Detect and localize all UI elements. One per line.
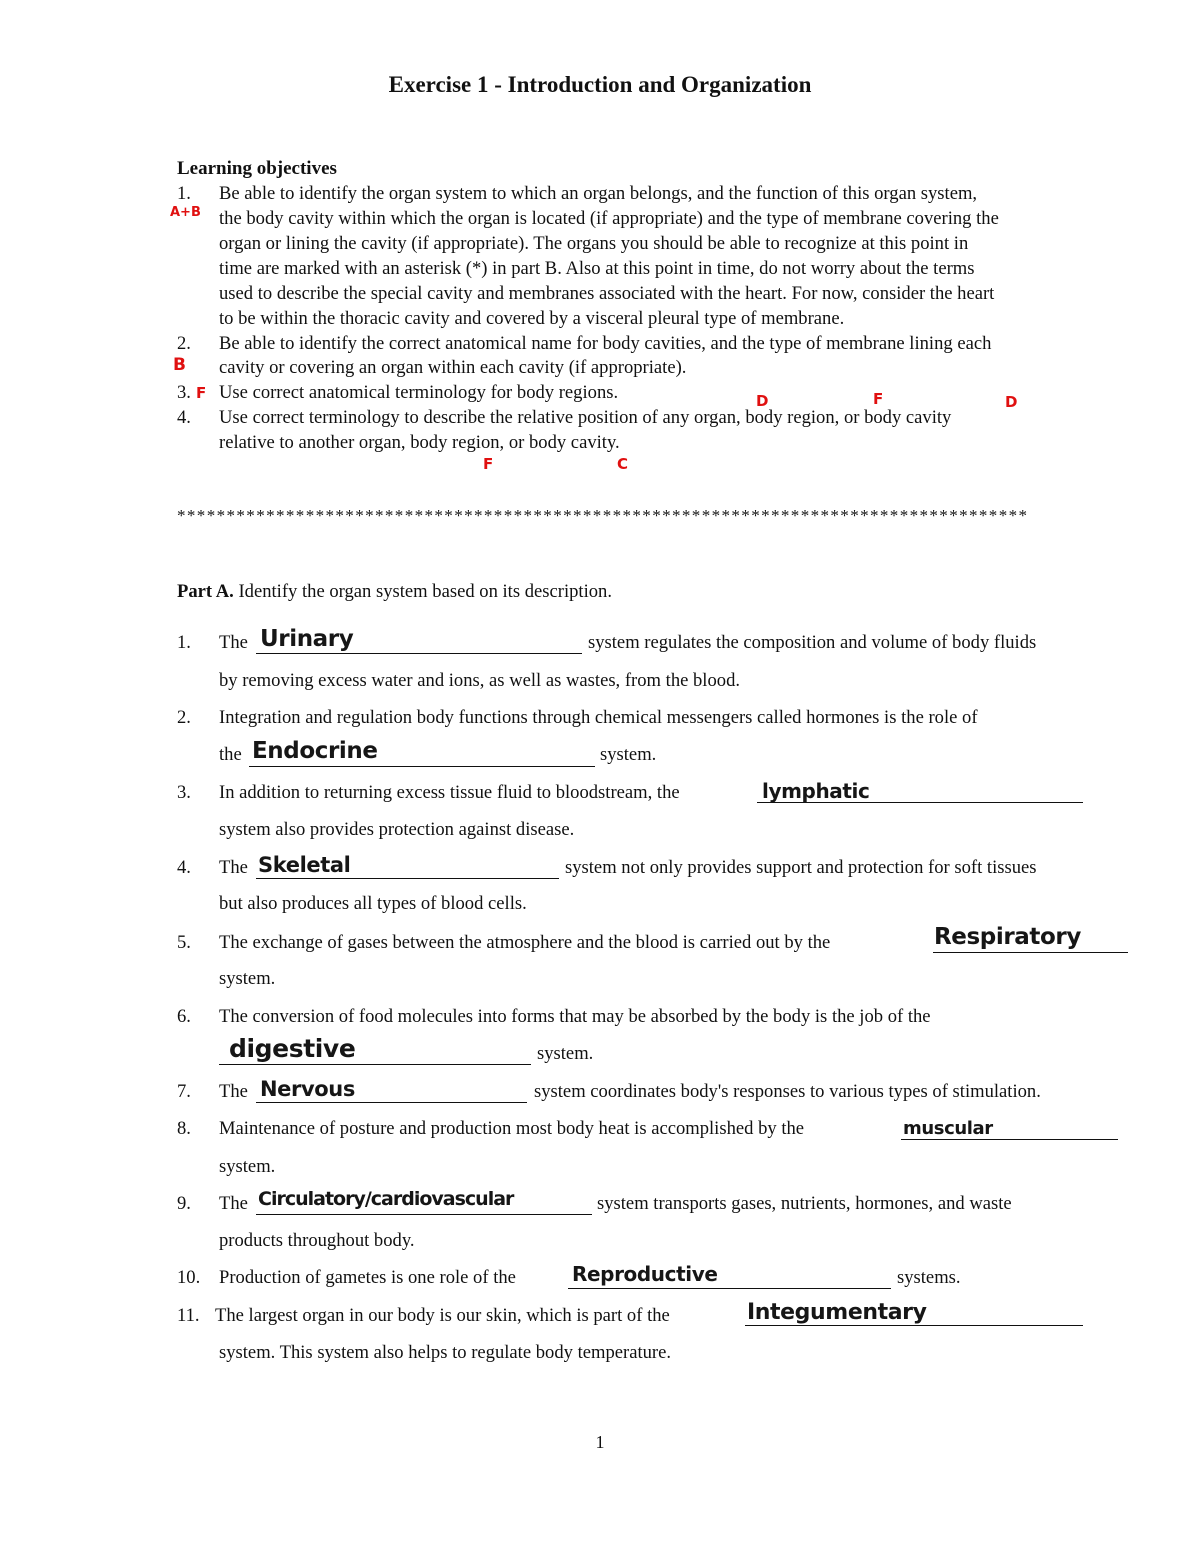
question-1-answer: Urinary xyxy=(260,626,354,652)
question-4-post: system not only provides support and protection for soft tissues xyxy=(565,857,1037,878)
question-7-answer-blank[interactable] xyxy=(256,1101,527,1103)
question-1-line-2: by removing excess water and ions, as well as wastes, from the blood. xyxy=(219,670,741,691)
objective-1-line-4: time are marked with an asterisk (*) in part B. Also at this point in time, do not worry about the terms xyxy=(219,258,975,279)
question-4-line-2: but also produces all types of blood cells. xyxy=(219,893,527,914)
question-3-pre: In addition to returning excess tissue fluid to bloodstream, the xyxy=(219,782,680,803)
question-6-answer: digestive xyxy=(229,1034,356,1063)
question-9-post: system transports gases, nutrients, hormones, and waste xyxy=(597,1193,1012,1214)
objective-2-line-1: Be able to identify the correct anatomical name for body cavities, and the type of membrane lining each xyxy=(219,333,992,354)
question-8-pre: Maintenance of posture and production most body heat is accomplished by the xyxy=(219,1118,805,1139)
objective-4-number: 4. xyxy=(177,407,191,428)
annotation-c-second-body-cavity: C xyxy=(617,455,629,473)
question-1-pre: The xyxy=(219,632,248,653)
annotation-d-body-cavity: D xyxy=(1005,393,1018,411)
question-9-line-2: products throughout body. xyxy=(219,1230,415,1251)
separator-asterisks: ************************************************************************************** xyxy=(177,506,1029,525)
question-3-line-2: system also provides protection against disease. xyxy=(219,819,575,840)
page-number: 1 xyxy=(595,1432,605,1452)
annotation-f-body-region: F xyxy=(873,390,884,408)
annotation-b: B xyxy=(173,355,186,375)
question-7-answer: Nervous xyxy=(260,1077,355,1101)
page-title: Exercise 1 - Introduction and Organization xyxy=(388,72,812,97)
objective-1-line-3: organ or lining the cavity (if appropriate). The organs you should be able to recognize at this point in xyxy=(219,233,969,254)
objective-2-number: 2. xyxy=(177,333,191,354)
question-8-number: 8. xyxy=(177,1118,191,1139)
question-9-answer: Circulatory/cardiovascular xyxy=(258,1188,514,1210)
question-10-answer-blank[interactable] xyxy=(568,1287,891,1289)
question-5-line-2: system. xyxy=(219,968,276,989)
question-10-number: 10. xyxy=(177,1267,201,1288)
objective-1-line-6: to be within the thoracic cavity and covered by a visceral pleural type of membrane. xyxy=(219,308,845,329)
objective-4-line-2: relative to another organ, body region, or body cavity. xyxy=(219,432,620,453)
question-5-answer: Respiratory xyxy=(934,924,1081,950)
question-5-number: 5. xyxy=(177,932,191,953)
question-1-answer-blank[interactable] xyxy=(256,652,582,654)
question-6-number: 6. xyxy=(177,1006,191,1027)
question-9-answer-blank[interactable] xyxy=(256,1213,592,1215)
question-9-pre: The xyxy=(219,1193,248,1214)
question-10-post: systems. xyxy=(897,1267,961,1288)
question-11-line-2: system. This system also helps to regulate body temperature. xyxy=(219,1342,672,1363)
question-11-number: 11. xyxy=(177,1305,200,1326)
question-2-line-1: Integration and regulation body functions through chemical messengers called hormones is the role of xyxy=(219,707,978,728)
question-3-number: 3. xyxy=(177,782,191,803)
question-10-answer: Reproductive xyxy=(572,1262,718,1286)
question-7-pre: The xyxy=(219,1081,248,1102)
question-1-number: 1. xyxy=(177,632,191,653)
part-a-label: Part A. xyxy=(177,581,234,602)
question-6-answer-blank[interactable] xyxy=(219,1063,531,1065)
objective-1-line-5: used to describe the special cavity and membranes associated with the heart. For now, consider the heart xyxy=(219,283,995,304)
part-a-heading xyxy=(177,581,612,603)
question-4-answer-blank[interactable] xyxy=(256,877,559,879)
question-10-pre: Production of gametes is one role of the xyxy=(219,1267,516,1288)
question-11-pre: The largest organ in our body is our skin, which is part of the xyxy=(215,1305,670,1326)
objective-1-line-2: the body cavity within which the organ is located (if appropriate) and the type of membrane covering the xyxy=(219,208,999,229)
question-8-answer: muscular xyxy=(903,1118,993,1139)
question-8-line-2: system. xyxy=(219,1156,276,1177)
question-4-answer: Skeletal xyxy=(258,853,351,877)
question-7-number: 7. xyxy=(177,1081,191,1102)
annotation-d-organ: D xyxy=(756,392,769,410)
question-1-post: system regulates the composition and volume of body fluids xyxy=(588,632,1037,653)
question-2-pre: the xyxy=(219,744,242,765)
question-5-pre: The exchange of gases between the atmosphere and the blood is carried out by the xyxy=(219,932,831,953)
question-2-number: 2. xyxy=(177,707,191,728)
question-6-line-1: The conversion of food molecules into forms that may be absorbed by the body is the job of the xyxy=(219,1006,931,1027)
question-11-answer: Integumentary xyxy=(747,1300,927,1325)
objective-3-number: 3. xyxy=(177,382,191,403)
annotation-f-second-body-region: F xyxy=(483,455,494,473)
annotation-f-objective-3: F xyxy=(196,384,207,402)
question-3-answer: lymphatic xyxy=(762,779,870,803)
question-4-pre: The xyxy=(219,857,248,878)
question-5-answer-blank[interactable] xyxy=(933,951,1128,953)
question-9-number: 9. xyxy=(177,1193,191,1214)
annotation-a-plus-b: A+B xyxy=(170,205,201,220)
question-2-post: system. xyxy=(600,744,657,765)
learning-objectives-heading: Learning objectives xyxy=(177,158,337,179)
question-2-answer-blank[interactable] xyxy=(249,765,595,767)
objective-1-number: 1. xyxy=(177,183,191,204)
question-7-post: system coordinates body's responses to various types of stimulation. xyxy=(534,1081,1041,1102)
objective-3-line-1: Use correct anatomical terminology for body regions. xyxy=(219,382,619,403)
objective-2-line-2: cavity or covering an organ within each cavity (if appropriate). xyxy=(219,357,687,378)
objective-4-line-1: Use correct terminology to describe the relative position of any organ, body region, or body cavity xyxy=(219,407,952,428)
part-a-instruction: Identify the organ system based on its description. xyxy=(238,581,612,602)
question-2-answer: Endocrine xyxy=(252,738,378,764)
objective-1-line-1: Be able to identify the organ system to which an organ belongs, and the function of this organ system, xyxy=(219,183,978,204)
question-6-post: system. xyxy=(537,1043,594,1064)
question-4-number: 4. xyxy=(177,857,191,878)
